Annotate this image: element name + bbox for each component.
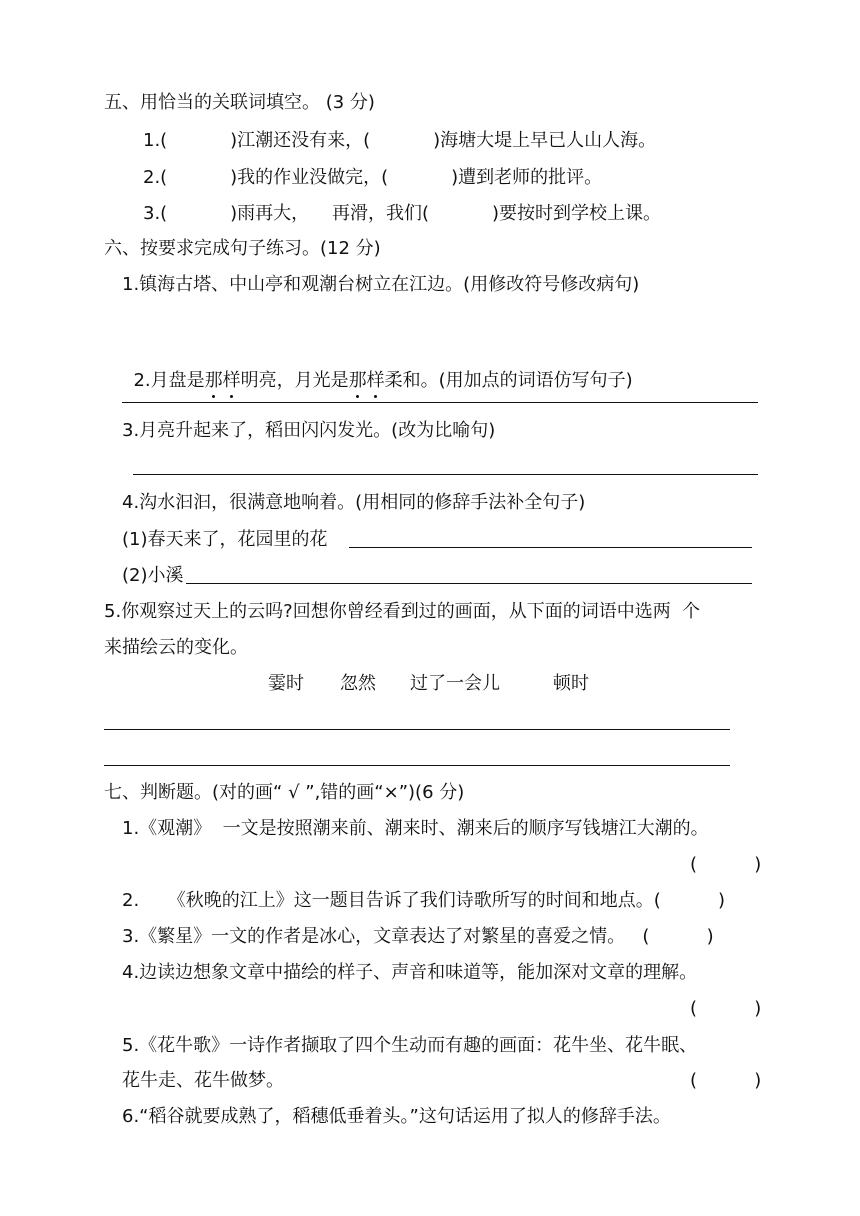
section7-question-5-line1: 5.《花牛歌》一诗作者撷取了四个生动而有趣的画面：花牛坐、花牛眠、: [122, 1035, 698, 1056]
section7-question-6: 6.“稻谷就要成熟了，稻穗低垂着头。”这句话运用了拟人的修辞手法。: [122, 1106, 671, 1127]
word-option: 忽然: [340, 673, 376, 694]
section6-heading: 六、按要求完成句子练习。(12 分): [104, 238, 381, 259]
section7-heading: 七、判断题。(对的画“ √ ”,错的画“×”)(6 分): [104, 782, 465, 803]
answer-parentheses[interactable]: ( ): [690, 998, 762, 1019]
section6-question-1: 1.镇海古塔、中山亭和观潮台树立在江边。(用修改符号修改病句): [122, 274, 640, 295]
q2-part-a: 2.月盘是: [133, 370, 205, 391]
word-option: 霎时: [268, 673, 304, 694]
answer-line[interactable]: [133, 474, 758, 475]
section6-question-5-line2: 来描绘云的变化。: [104, 637, 248, 658]
section6-question-4-2: (2)小溪: [122, 565, 184, 586]
q2-part-b: 明亮，月光是: [240, 370, 349, 391]
dotted-char: 样: [366, 370, 385, 391]
dotted-char: 那: [204, 370, 223, 391]
section5-item-1: 1.( )江潮还没有来，( )海塘大堤上早已人山人海。: [143, 130, 657, 151]
answer-line[interactable]: [104, 729, 730, 730]
section7-question-5-line2: 花牛走、花牛做梦。: [122, 1070, 284, 1091]
section6-question-3: 3.月亮升起来了，稻田闪闪发光。(改为比喻句): [122, 420, 496, 441]
answer-parentheses[interactable]: ( ): [690, 1070, 762, 1091]
section5-item-2: 2.( )我的作业没做完，( )遭到老师的批评。: [143, 167, 603, 188]
answer-line[interactable]: [122, 402, 758, 403]
section7-question-2: 2. 《秋晚的江上》这一题目告诉了我们诗歌所写的时间和地点。( ): [122, 890, 726, 911]
dotted-char: 那: [348, 370, 367, 391]
section7-question-4: 4.边读边想象文章中描绘的样子、声音和味道等，能加深对文章的理解。: [122, 962, 698, 983]
answer-line[interactable]: [186, 583, 752, 584]
word-option: 过了一会儿: [410, 673, 500, 694]
section6-question-2: [122, 348, 633, 392]
section6-question-4-1: (1)春天来了，花园里的花: [122, 529, 328, 550]
section7-question-1: 1.《观潮》 一文是按照潮来前、潮来时、潮来后的顺序写钱塘江大潮的。: [122, 818, 709, 839]
section5-heading: 五、用恰当的关联词填空。 (3 分): [104, 92, 375, 113]
section6-question-4: 4.沟水汩汩，很满意地响着。(用相同的修辞手法补全句子): [122, 492, 586, 513]
section6-question-5-line1: 5.你观察过天上的云吗?回想你曾经看到过的画面，从下面的词语中选两 个: [104, 601, 701, 622]
word-option: 顿时: [553, 673, 589, 694]
answer-parentheses[interactable]: ( ): [690, 854, 762, 875]
dotted-char: 样: [222, 370, 241, 391]
section7-question-3: 3.《繁星》一文的作者是冰心，文章表达了对繁星的喜爱之情。 ( ): [122, 926, 714, 947]
answer-line[interactable]: [349, 547, 752, 548]
q2-part-c: 柔和。(用加点的词语仿写句子): [384, 370, 633, 391]
section5-item-3: 3.( )雨再大， 再滑，我们( )要按时到学校上课。: [143, 203, 662, 224]
answer-line[interactable]: [104, 765, 730, 766]
